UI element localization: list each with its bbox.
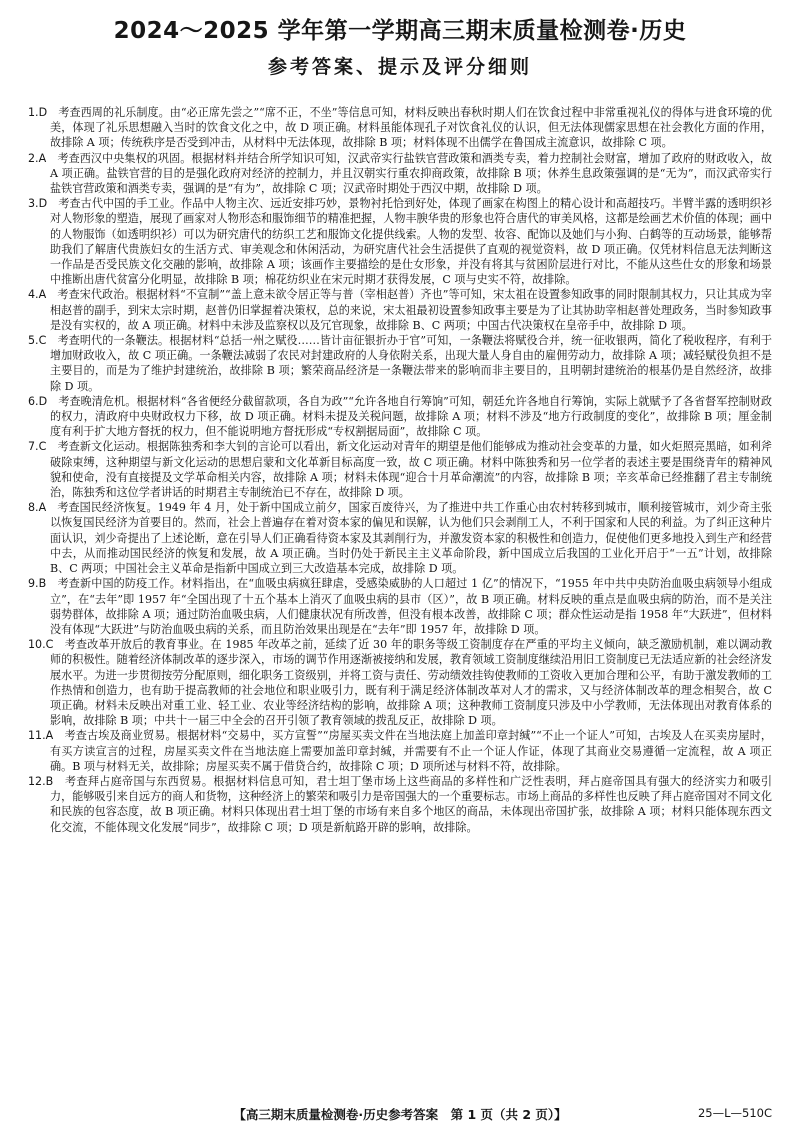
answer-number: 2.A [28, 151, 47, 165]
answer-explanation: 考查改革开放后的教育事业。在 1985 年改革之前，延续了近 30 年的职务等级工资制度存在严重的平均主义倾向，缺乏激励机制，难以调动教师的积极性。随着经济体制改革的逐步深入，市场的调节作用逐渐被接纳和发展，教育领域工资制度继续沿用旧工资制度已无法适应新的社会经济发展水平。为进一步贯彻按劳分配原则，细化职务工资级别，并将工资与责任、劳动绩效挂钩使教师的工资收入更加合理和公平，有助于激发教师的工作热情和创造力，也有助于提高教师的社会地位和职业吸引力，既有利于满足经济体制改革对人才的需求，又与经济体制改革的理念相契合，故 C 项正确。材料未反映出对重工业、轻工业、农业等经济结构的影响，故排除 A 项；这种教师工资制度只涉及中小学教师，无法体现出对教育体系的影响，故排除 B 项；中共十一届三中全会的召开引领了教育领域的拨乱反正，故排除 D 项。 [50, 638, 772, 728]
answer-item-9 [28, 576, 772, 637]
answer-item-10 [28, 637, 772, 728]
answer-item-1 [28, 105, 772, 151]
answer-explanation: 考查宋代政治。根据材料“不宣制”“盖上意未欲令居正等与普（宰相赵普）齐也”等可知，宋太祖在设置参知政事的同时限制其权力，只让其成为宰相赵普的副手，到宋太宗时期，赵普仍旧掌握着决策权，总的来说，宋太祖最初设置参知政事主要是为了让其协助宰相赵普处理政务，当时参知政事是没有实权的，故 A 项正确。材料中未涉及监察权以及冗官现象，故排除 B、C 两项；中国古代决策权在皇帝手中，故排除 D 项。 [50, 288, 772, 332]
answer-explanation: 考查明代的一条鞭法。根据材料“总括一州之赋役……皆计亩征银折办于官”可知，一条鞭法将赋役合并，统一征收银两，简化了税收程序，有利于增加财政收入，故 C 项正确。一条鞭法减弱了农民对封建政府的人身依附关系，出现大量人身自由的雇佣劳动力，故排除 A 项；减轻赋役负担不是主要目的，而是为了维护封建统治，故排除 B 项；繁荣商品经济是一条鞭法带来的影响而非主要目的，且明朝封建统治的根基仍是自然经济，故排除 D 项。 [50, 334, 772, 393]
answer-item-7 [28, 439, 772, 500]
answer-number: 9.B [28, 577, 47, 591]
answer-item-5 [28, 333, 772, 394]
answer-explanation: 考查拜占庭帝国与东西贸易。根据材料信息可知，君士坦丁堡市场上这些商品的多样性和广泛性表明，拜占庭帝国具有强大的经济实力和吸引力，能够吸引来自远方的商人和货物，这种经济上的繁荣和吸引力是帝国强大的一个重要标志。市场上商品的多样性也反映了拜占庭帝国对不同文化和民族的包容态度，故 B 项正确。材料只体现出君士坦丁堡的市场有来自多个地区的商品，未体现出帝国扩张，故排除 A 项；材料只能体现东西文化交流，不能体现文化发展“同步”，故排除 C 项；D 项是新航路开辟的影响，故排除。 [50, 774, 772, 834]
answer-number: 7.C [28, 440, 47, 454]
answer-number: 10.C [28, 638, 54, 652]
answer-number: 11.A [28, 729, 54, 743]
answer-list [28, 105, 772, 835]
answer-number: 4.A [28, 288, 47, 302]
footer-page-info: 【高三期末质量检测卷·历史参考答案 第 1 页（共 2 页）】 [233, 1107, 567, 1122]
answer-explanation: 考查古代中国的手工业。作品中人物主次、远近安排巧妙，景物衬托恰到好处，体现了画家在构图上的精心设计和高超技巧。半臂半露的透明织衫对人物形象的塑造，展现了画家对人物形态和服饰细节的精准把握，人物丰腴华贵的形象也符合唐代的审美风格，这都是绘画艺术价值的体现；画中的人物服饰（如透明织衫）可以为研究唐代的纺织工艺和服饰文化提供线索。人物的发型、妆容、配饰以及她们与小狗、白鹤等的互动场景，能够帮助我们了解唐代贵族妇女的生活方式、审美观念和休闲活动，为研究唐代社会生活提供了直观的视觉资料，故 D 项正确。仅凭材料信息无法判断这一作品是否受民族文化交融的影响，故排除 A 项；该画作主要描绘的是仕女形象，并没有将其与贫困阶层进行对比，不能从这些仕女的形象和场景中推断出唐代贫富分化明显，故排除 B 项；棉花纺织业在宋元时期才获得发展，C 项与史实不符，故排除。 [50, 197, 772, 287]
answer-item-8 [28, 500, 772, 576]
answer-explanation: 考查国民经济恢复。1949 年 4 月，处于新中国成立前夕，国家百废待兴，为了推进中共工作重心由农村转移到城市，顺利接管城市，刘少奇主张以恢复国民经济为首要目的。然而，社会上普遍存在着对资本家的偏见和误解，认为他们只会剥削工人，不利于国家和人民的利益。为了纠正这种片面认识，刘少奇提出了上述论断，意在引导人们正确看待资本家及其剥削行为，并激发资本家的积极性和创造力，促使他们更多地投入到生产和经营中去，从而推动国民经济的恢复和发展，故 A 项正确。当时仍处于新民主主义革命阶段，新中国成立后我国的工业化开启于“一五”计划，故排除 B、C 两项；中国社会主义革命是指新中国成立到三大改造基本完成，故排除 D 项。 [50, 501, 772, 576]
answer-item-12 [28, 774, 772, 835]
answer-item-6 [28, 394, 772, 440]
answer-explanation: 考查古埃及商业贸易。根据材料“交易中，买方宣誓”“房屋买卖文件在当地法庭上加盖印章封缄”“不止一个证人”可知，古埃及人在买卖房屋时，有买方读宣言的过程，房屋买卖文件在当地法庭上需要加盖印章封缄，并需要有不止一个证人作证，体现了其商业交易遵循一定流程，故 A 项正确。B 项与材料无关，故排除；房屋买卖不属于借贷合约，故排除 C 项；D 项所述与材料不符，故排除。 [50, 729, 772, 773]
answer-number: 6.D [28, 394, 48, 408]
page-title: 2024～2025 学年第一学期高三期末质量检测卷·历史 [113, 18, 687, 44]
answer-explanation: 考查新文化运动。根据陈独秀和李大钊的言论可以看出，新文化运动对青年的期望是他们能够成为推动社会变革的力量，如火炬照亮黑暗，如利斧破除束缚，这种期望与新文化运动的思想启蒙和文化革新目标高度一致，故 C 项正确。材料中陈独秀和另一位学者的表述主要是围绕青年的精神风貌和使命，没有直接提及文学革命相关内容，故排除 A 项；材料未体现“迎合十月革命潮流”的内容，故排除 B 项；辛亥革命已经推翻了君主专制统治，陈独秀和这位学者讲话的时期君主专制统治已不存在，故排除 D 项。 [50, 440, 772, 500]
page-footer [28, 1105, 772, 1125]
answer-number: 3.D [28, 197, 48, 211]
answer-explanation: 考查西周的礼乐制度。由“必正席先尝之”“席不正，不坐”等信息可知，材料反映出春秋时期人们在饮食过程中非常重视礼仪的得体与进食环境的优美，体现了礼乐思想融入当时的饮食文化之中，故 D 项正确。材料虽能体现孔子对饮食礼仪的认识，但无法体现儒家思想在社会教化方面的作用，故排除 A 项；传统秩序是否受到冲击，从材料中无法体现，故排除 B 项；材料体现不出儒学在鲁国成主流意识，故排除 C 项。 [50, 106, 772, 150]
answer-number: 12.B [28, 774, 54, 788]
answer-number: 1.D [28, 106, 48, 119]
page-subtitle: 参考答案、提示及评分细则 [267, 56, 532, 78]
answer-explanation: 考查晚清危机。根据材料“各省便经分截留款项，各自为政”“允许各地自行筹饷”可知，朝廷允许各地自行筹饷，实际上就赋予了各省督军控制财政的权力，清政府中央财政权力下移，故 D 项正确。材料未提及关税问题，故排除 A 项；材料不涉及“地方行政制度的变化”，故排除 B 项；厘金制度有利于扩大地方督抚的权力，但不能说明地方督抚形成“专权割据局面”，故排除 C 项。 [50, 394, 772, 439]
answer-item-3 [28, 196, 772, 287]
answer-item-4 [28, 287, 772, 333]
answer-item-2 [28, 151, 772, 197]
answer-explanation: 考查新中国的防疫工作。材料指出，在“血吸虫病疯狂肆虐，受感染威胁的人口超过 1 亿”的情况下，“1955 年中共中央防治血吸虫病领导小组成立”，在“去年”即 1957 年“全国出现了十五个基本上消灭了血吸虫病的县市（区）”，故 B 项正确。材料反映的重点是血吸虫病的防治，而不是关注弱势群体，故排除 A 项；通过防治血吸虫病，人们健康状况有所改善，但没有根本改善，故排除 C 项；群众性运动是指 1958 年“大跃进”，但材料没有体现“大跃进”与防治血吸虫病的关系，而且防治效果出现是在“去年”即 1957 年，故排除 D 项。 [50, 577, 772, 636]
answer-number: 8.A [28, 501, 47, 515]
answer-item-11 [28, 728, 772, 774]
footer-exam-code: 25—L—510C [697, 1106, 772, 1120]
answer-explanation: 考查西汉中央集权的巩固。根据材料并结合所学知识可知，汉武帝实行盐铁官营政策和酒类专卖，着力控制社会财富，增加了政府的财政收入，故 A 项正确。盐铁官营的目的是强化政府对经济的控制力，并且汉朝实行重农抑商政策，故排除 B 项；休养生息政策强调的是“无为”，而汉武帝实行盐铁官营政策和酒类专卖，强调的是“有为”，故排除 C 项；汉武帝时期处于西汉中期，故排除 D 项。 [50, 151, 772, 196]
answer-number: 5.C [28, 334, 47, 348]
